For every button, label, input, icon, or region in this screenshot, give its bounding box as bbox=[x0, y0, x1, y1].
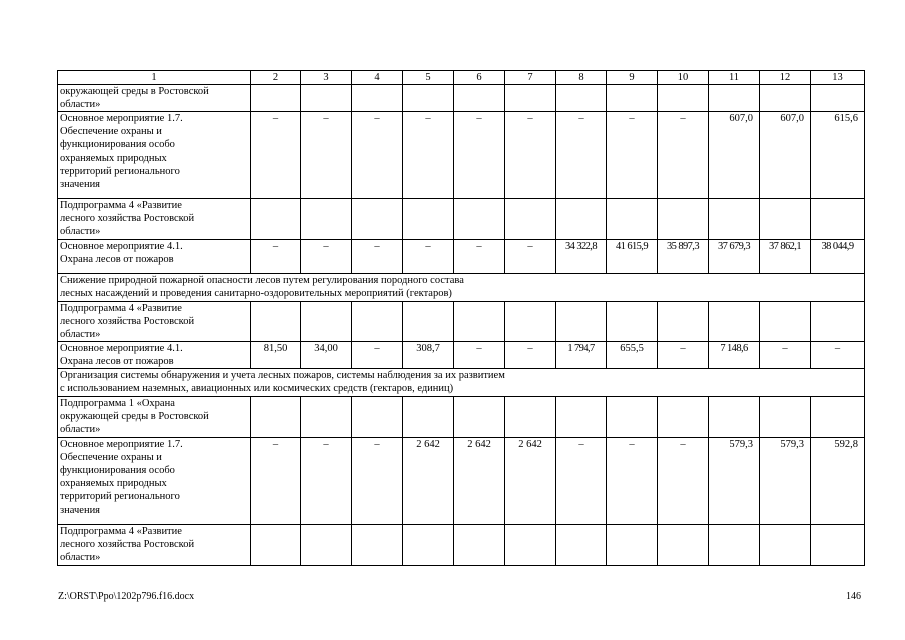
row-label: Основное мероприятие 1.7. Обеспечение охраны и функционирования особо охраняемых природных территорий регионального значения bbox=[58, 438, 251, 525]
value-cell bbox=[760, 199, 811, 239]
value-cell bbox=[505, 85, 556, 112]
value-cell bbox=[454, 525, 505, 566]
value-cell: 615,6 bbox=[811, 112, 865, 199]
value-cell bbox=[556, 301, 607, 341]
value-cell bbox=[607, 397, 658, 438]
column-header: 7 bbox=[505, 71, 556, 85]
value-cell: – bbox=[352, 341, 403, 368]
value-cell: – bbox=[352, 239, 403, 273]
value-cell: – bbox=[811, 341, 865, 368]
value-cell bbox=[760, 85, 811, 112]
value-cell: – bbox=[301, 239, 352, 273]
value-cell bbox=[607, 85, 658, 112]
column-header: 9 bbox=[607, 71, 658, 85]
value-cell: 34,00 bbox=[301, 341, 352, 368]
value-cell bbox=[760, 397, 811, 438]
section-heading-row bbox=[58, 369, 865, 397]
value-cell bbox=[658, 199, 709, 239]
value-cell bbox=[658, 397, 709, 438]
column-header: 10 bbox=[658, 71, 709, 85]
value-cell bbox=[811, 397, 865, 438]
value-cell: 38 044,9 bbox=[811, 239, 865, 273]
value-cell bbox=[811, 301, 865, 341]
column-header: 11 bbox=[709, 71, 760, 85]
value-cell: – bbox=[301, 438, 352, 525]
value-cell bbox=[709, 199, 760, 239]
value-cell bbox=[301, 525, 352, 566]
table-row bbox=[58, 239, 865, 273]
value-cell: – bbox=[760, 341, 811, 368]
value-cell: 579,3 bbox=[709, 438, 760, 525]
value-cell: – bbox=[505, 341, 556, 368]
value-cell: – bbox=[658, 341, 709, 368]
column-header: 8 bbox=[556, 71, 607, 85]
column-header: 4 bbox=[352, 71, 403, 85]
value-cell: 607,0 bbox=[760, 112, 811, 199]
value-cell: 655,5 bbox=[607, 341, 658, 368]
value-cell: 2 642 bbox=[505, 438, 556, 525]
value-cell bbox=[352, 199, 403, 239]
value-cell bbox=[403, 199, 454, 239]
value-cell: 41 615,9 bbox=[607, 239, 658, 273]
value-cell: 34 322,8 bbox=[556, 239, 607, 273]
value-cell bbox=[607, 301, 658, 341]
value-cell: 1 794,7 bbox=[556, 341, 607, 368]
value-cell bbox=[556, 525, 607, 566]
value-cell bbox=[251, 85, 301, 112]
value-cell: 35 897,3 bbox=[658, 239, 709, 273]
value-cell bbox=[709, 85, 760, 112]
value-cell bbox=[556, 397, 607, 438]
value-cell bbox=[811, 525, 865, 566]
value-cell bbox=[454, 301, 505, 341]
value-cell bbox=[251, 525, 301, 566]
value-cell: – bbox=[505, 112, 556, 199]
table-row bbox=[58, 397, 865, 438]
value-cell bbox=[658, 85, 709, 112]
value-cell: 7 148,6 bbox=[709, 341, 760, 368]
value-cell bbox=[505, 397, 556, 438]
column-header: 2 bbox=[251, 71, 301, 85]
table-row bbox=[58, 112, 865, 199]
footer-page-number: 146 bbox=[846, 591, 861, 602]
table-row bbox=[58, 301, 865, 341]
value-cell bbox=[403, 397, 454, 438]
row-label: Подпрограмма 4 «Развитие лесного хозяйства Ростовской области» bbox=[58, 301, 251, 341]
value-cell bbox=[454, 199, 505, 239]
value-cell: – bbox=[607, 112, 658, 199]
value-cell: – bbox=[301, 112, 352, 199]
footer-file-path: Z:\ORST\Ppo\1202p796.f16.docx bbox=[58, 591, 195, 602]
value-cell bbox=[811, 85, 865, 112]
section-heading: Снижение природной пожарной опасности лесов путем регулирования породного состава лесных насаждений и проведения санитарно-оздоровительных мероприятий (гектаров) bbox=[58, 273, 865, 301]
value-cell: – bbox=[454, 239, 505, 273]
value-cell bbox=[352, 525, 403, 566]
value-cell: 308,7 bbox=[403, 341, 454, 368]
value-cell bbox=[403, 525, 454, 566]
column-header: 6 bbox=[454, 71, 505, 85]
value-cell bbox=[709, 525, 760, 566]
value-cell: 607,0 bbox=[709, 112, 760, 199]
value-cell bbox=[607, 199, 658, 239]
value-cell: 37 679,3 bbox=[709, 239, 760, 273]
row-label: окружающей среды в Ростовской области» bbox=[58, 85, 251, 112]
value-cell: – bbox=[403, 239, 454, 273]
value-cell: – bbox=[505, 239, 556, 273]
value-cell: – bbox=[403, 112, 454, 199]
value-cell: – bbox=[454, 341, 505, 368]
value-cell bbox=[760, 301, 811, 341]
data-table bbox=[57, 70, 865, 566]
value-cell: – bbox=[607, 438, 658, 525]
value-cell: 579,3 bbox=[760, 438, 811, 525]
row-label: Подпрограмма 4 «Развитие лесного хозяйства Ростовской области» bbox=[58, 525, 251, 566]
value-cell bbox=[709, 397, 760, 438]
value-cell bbox=[301, 301, 352, 341]
value-cell bbox=[658, 301, 709, 341]
value-cell bbox=[505, 199, 556, 239]
value-cell bbox=[556, 85, 607, 112]
value-cell: – bbox=[251, 112, 301, 199]
value-cell bbox=[403, 301, 454, 341]
value-cell bbox=[709, 301, 760, 341]
value-cell bbox=[505, 301, 556, 341]
value-cell: – bbox=[556, 112, 607, 199]
table-row bbox=[58, 199, 865, 239]
section-heading-row bbox=[58, 273, 865, 301]
value-cell: 2 642 bbox=[454, 438, 505, 525]
value-cell: – bbox=[556, 438, 607, 525]
value-cell: 592,8 bbox=[811, 438, 865, 525]
value-cell bbox=[556, 199, 607, 239]
column-header: 3 bbox=[301, 71, 352, 85]
column-header: 1 bbox=[58, 71, 251, 85]
value-cell bbox=[301, 199, 352, 239]
value-cell bbox=[301, 397, 352, 438]
value-cell bbox=[607, 525, 658, 566]
value-cell: – bbox=[658, 112, 709, 199]
value-cell bbox=[251, 199, 301, 239]
value-cell bbox=[301, 85, 352, 112]
table-header-row bbox=[58, 71, 865, 85]
table-row bbox=[58, 85, 865, 112]
value-cell: – bbox=[251, 239, 301, 273]
value-cell bbox=[251, 301, 301, 341]
value-cell bbox=[505, 525, 556, 566]
row-label: Подпрограмма 1 «Охрана окружающей среды в Ростовской области» bbox=[58, 397, 251, 438]
value-cell: 81,50 bbox=[251, 341, 301, 368]
value-cell bbox=[251, 397, 301, 438]
table-row bbox=[58, 438, 865, 525]
value-cell bbox=[658, 525, 709, 566]
row-label: Основное мероприятие 4.1. Охрана лесов от пожаров bbox=[58, 341, 251, 368]
row-label: Основное мероприятие 4.1. Охрана лесов от пожаров bbox=[58, 239, 251, 273]
value-cell: – bbox=[251, 438, 301, 525]
column-header: 13 bbox=[811, 71, 865, 85]
value-cell: – bbox=[352, 438, 403, 525]
column-header: 12 bbox=[760, 71, 811, 85]
table-row bbox=[58, 341, 865, 368]
value-cell: – bbox=[352, 112, 403, 199]
value-cell bbox=[760, 525, 811, 566]
value-cell bbox=[352, 85, 403, 112]
table-row bbox=[58, 525, 865, 566]
value-cell bbox=[352, 301, 403, 341]
column-header: 5 bbox=[403, 71, 454, 85]
value-cell: 37 862,1 bbox=[760, 239, 811, 273]
section-heading: Организация системы обнаружения и учета лесных пожаров, системы наблюдения за их развитием с использованием наземных, авиационных или космических средств (гектаров, единиц) bbox=[58, 369, 865, 397]
value-cell bbox=[454, 397, 505, 438]
value-cell bbox=[811, 199, 865, 239]
value-cell: 2 642 bbox=[403, 438, 454, 525]
value-cell bbox=[403, 85, 454, 112]
value-cell: – bbox=[658, 438, 709, 525]
row-label: Подпрограмма 4 «Развитие лесного хозяйства Ростовской области» bbox=[58, 199, 251, 239]
value-cell bbox=[454, 85, 505, 112]
row-label: Основное мероприятие 1.7. Обеспечение охраны и функционирования особо охраняемых природных территорий регионального значения bbox=[58, 112, 251, 199]
value-cell bbox=[352, 397, 403, 438]
value-cell: – bbox=[454, 112, 505, 199]
